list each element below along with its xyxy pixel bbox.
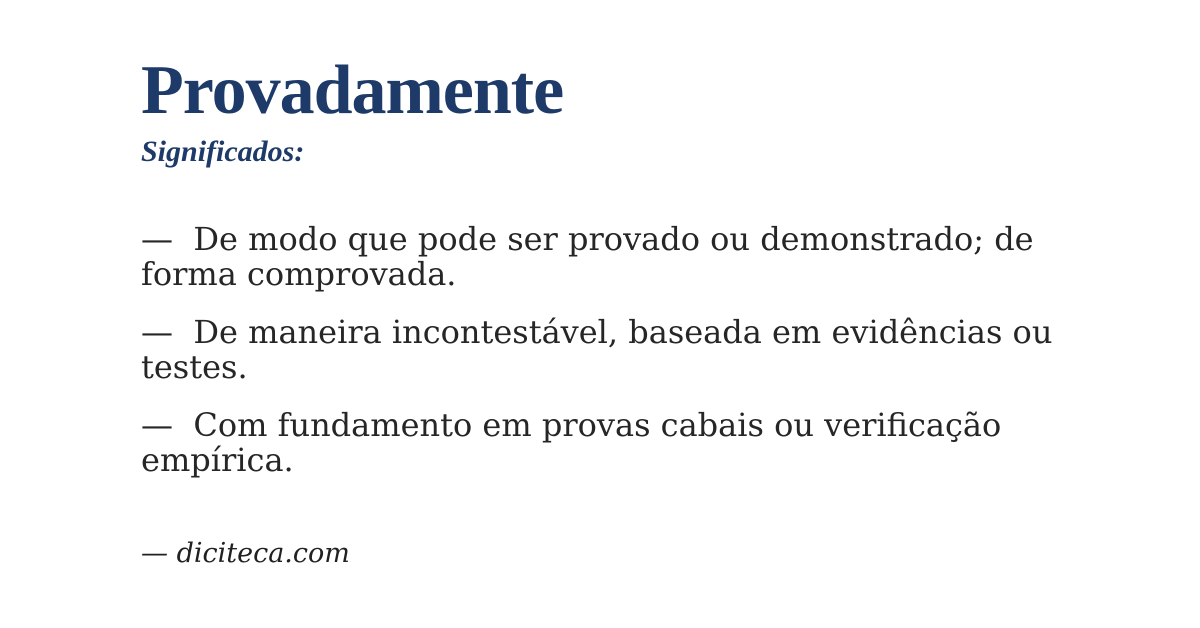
definition-item [141, 315, 1081, 385]
definition-line: testes. [141, 348, 248, 386]
definition-line: — De maneira incontestável, baseada em evidências ou [141, 313, 1053, 351]
page-title: Provadamente [141, 52, 564, 129]
definitions-list [141, 222, 1081, 478]
definition-item [141, 408, 1081, 478]
subtitle-significados: Significados: [141, 135, 305, 168]
definition-line: — De modo que pode ser provado ou demonstrado; de [141, 220, 1034, 258]
definition-line: empírica. [141, 441, 294, 479]
definition-line: forma comprovada. [141, 255, 457, 293]
source-attribution: — diciteca.com [141, 538, 350, 569]
definition-item [141, 222, 1081, 292]
definition-line: — Com fundamento em provas cabais ou verificação [141, 406, 1002, 444]
